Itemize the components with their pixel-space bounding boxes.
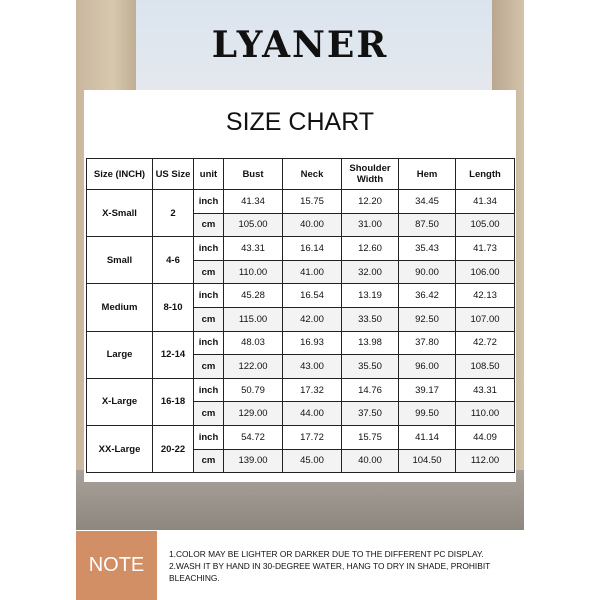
shoulder-cell: 13.19	[342, 284, 399, 308]
hem-cell: 41.14	[399, 425, 456, 449]
note-text	[169, 548, 529, 584]
table-header-row	[87, 159, 515, 190]
length-cell: 112.00	[456, 449, 515, 473]
unit-cell: inch	[194, 190, 224, 214]
unit-cell: cm	[194, 260, 224, 284]
bust-cell: 41.34	[224, 190, 283, 214]
length-cell: 43.31	[456, 378, 515, 402]
header-hem: Hem	[399, 159, 456, 190]
bust-cell: 122.00	[224, 355, 283, 379]
hem-cell: 37.80	[399, 331, 456, 355]
unit-cell: inch	[194, 284, 224, 308]
us-size-cell: 12-14	[153, 331, 194, 378]
note-label: NOTE	[76, 531, 157, 600]
size-cell: Small	[87, 237, 153, 284]
shoulder-cell: 35.50	[342, 355, 399, 379]
shoulder-cell: 12.20	[342, 190, 399, 214]
hem-cell: 96.00	[399, 355, 456, 379]
hem-cell: 35.43	[399, 237, 456, 261]
size-cell: XX-Large	[87, 425, 153, 472]
hem-cell: 36.42	[399, 284, 456, 308]
unit-cell: cm	[194, 449, 224, 473]
bust-cell: 54.72	[224, 425, 283, 449]
length-cell: 107.00	[456, 307, 515, 331]
unit-cell: inch	[194, 378, 224, 402]
us-size-cell: 2	[153, 190, 194, 237]
neck-cell: 45.00	[283, 449, 342, 473]
neck-cell: 42.00	[283, 307, 342, 331]
bust-cell: 110.00	[224, 260, 283, 284]
header-length: Length	[456, 159, 515, 190]
length-cell: 105.00	[456, 213, 515, 237]
hem-cell: 104.50	[399, 449, 456, 473]
table-row	[87, 190, 515, 214]
unit-cell: cm	[194, 355, 224, 379]
header-shoulder-width: Shoulder Width	[342, 159, 399, 190]
table-row	[87, 284, 515, 308]
size-cell: X-Large	[87, 378, 153, 425]
table-row	[87, 425, 515, 449]
us-size-cell: 20-22	[153, 425, 194, 472]
hem-cell: 34.45	[399, 190, 456, 214]
bust-cell: 115.00	[224, 307, 283, 331]
hem-cell: 39.17	[399, 378, 456, 402]
neck-cell: 16.54	[283, 284, 342, 308]
us-size-cell: 16-18	[153, 378, 194, 425]
size-cell: Medium	[87, 284, 153, 331]
hem-cell: 99.50	[399, 402, 456, 426]
note-line: 1.COLOR MAY BE LIGHTER OR DARKER DUE TO THE DIFFERENT PC DISPLAY.	[169, 549, 484, 559]
neck-cell: 17.32	[283, 378, 342, 402]
us-size-cell: 8-10	[153, 284, 194, 331]
shoulder-cell: 37.50	[342, 402, 399, 426]
size-cell: X-Small	[87, 190, 153, 237]
unit-cell: cm	[194, 402, 224, 426]
length-cell: 42.13	[456, 284, 515, 308]
shoulder-cell: 31.00	[342, 213, 399, 237]
shoulder-cell: 40.00	[342, 449, 399, 473]
unit-cell: inch	[194, 237, 224, 261]
table-row	[87, 331, 515, 355]
bust-cell: 129.00	[224, 402, 283, 426]
unit-cell: cm	[194, 307, 224, 331]
shoulder-cell: 33.50	[342, 307, 399, 331]
neck-cell: 43.00	[283, 355, 342, 379]
bust-cell: 139.00	[224, 449, 283, 473]
length-cell: 110.00	[456, 402, 515, 426]
shoulder-cell: 12.60	[342, 237, 399, 261]
unit-cell: inch	[194, 425, 224, 449]
header-us-size: US Size	[153, 159, 194, 190]
hem-cell: 92.50	[399, 307, 456, 331]
bust-cell: 105.00	[224, 213, 283, 237]
unit-cell: cm	[194, 213, 224, 237]
neck-cell: 16.93	[283, 331, 342, 355]
neck-cell: 15.75	[283, 190, 342, 214]
table-row	[87, 378, 515, 402]
size-cell: Large	[87, 331, 153, 378]
header-neck: Neck	[283, 159, 342, 190]
header-size: Size (INCH)	[87, 159, 153, 190]
us-size-cell: 4-6	[153, 237, 194, 284]
bust-cell: 50.79	[224, 378, 283, 402]
size-chart-table	[86, 158, 515, 473]
length-cell: 44.09	[456, 425, 515, 449]
shoulder-cell: 15.75	[342, 425, 399, 449]
neck-cell: 41.00	[283, 260, 342, 284]
shoulder-cell: 14.76	[342, 378, 399, 402]
shoulder-cell: 32.00	[342, 260, 399, 284]
length-cell: 42.72	[456, 331, 515, 355]
table-row	[87, 237, 515, 261]
page-title: SIZE CHART	[225, 108, 375, 136]
length-cell: 41.34	[456, 190, 515, 214]
header-bust: Bust	[224, 159, 283, 190]
bust-cell: 48.03	[224, 331, 283, 355]
hem-cell: 90.00	[399, 260, 456, 284]
length-cell: 41.73	[456, 237, 515, 261]
shoulder-cell: 13.98	[342, 331, 399, 355]
length-cell: 106.00	[456, 260, 515, 284]
header-unit: unit	[194, 159, 224, 190]
neck-cell: 17.72	[283, 425, 342, 449]
bust-cell: 45.28	[224, 284, 283, 308]
brand-logo: LYANER	[211, 24, 389, 66]
hem-cell: 87.50	[399, 213, 456, 237]
unit-cell: inch	[194, 331, 224, 355]
neck-cell: 44.00	[283, 402, 342, 426]
neck-cell: 16.14	[283, 237, 342, 261]
length-cell: 108.50	[456, 355, 515, 379]
note-line: 2.WASH IT BY HAND IN 30-DEGREE WATER, HANG TO DRY IN SHADE, PROHIBIT BLEACHING.	[169, 561, 491, 583]
neck-cell: 40.00	[283, 213, 342, 237]
bust-cell: 43.31	[224, 237, 283, 261]
